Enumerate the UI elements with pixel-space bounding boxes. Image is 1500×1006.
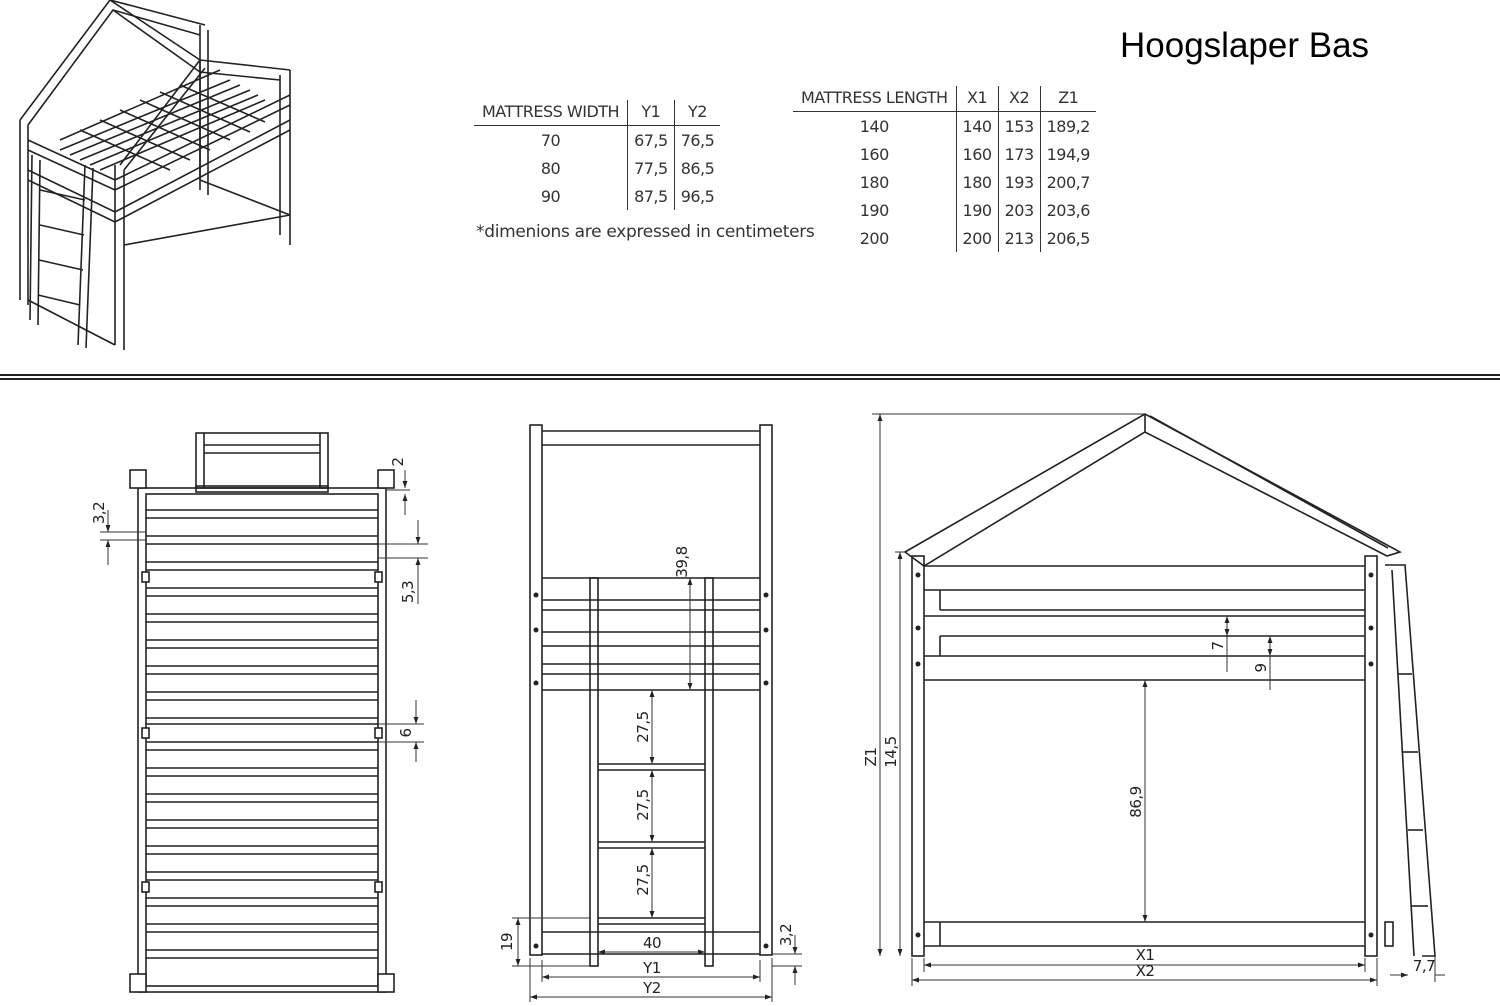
dim-slat-width: 5,3 [399, 580, 417, 604]
cell: 180 [859, 172, 889, 192]
cell: 76,5 [674, 126, 720, 155]
cell: 200 [956, 224, 998, 252]
cell: 203,6 [1040, 196, 1096, 224]
cell: 96,5 [674, 182, 720, 210]
dim-rail-a: 7 [1209, 641, 1227, 651]
header-mattress-length: MATTRESS LENGTH [793, 86, 956, 112]
header-x1: X1 [956, 86, 998, 112]
cell: 160 [859, 144, 889, 164]
cell: 190 [859, 200, 889, 220]
top-view [90, 433, 428, 992]
dim-clearance: 86,9 [1127, 786, 1145, 818]
isometric-view [20, 0, 290, 350]
dim-y1: Y1 [643, 959, 661, 977]
cell: 173 [998, 140, 1040, 168]
cell: 203 [998, 196, 1040, 224]
cell: 140 [956, 112, 998, 141]
dim-foot: 3,2 [777, 923, 795, 947]
cell: 160 [956, 140, 998, 168]
header-mattress-width: MATTRESS WIDTH [474, 100, 628, 126]
cell: 194,9 [1040, 140, 1096, 168]
header-x2: X2 [998, 86, 1040, 112]
cell: 80 [540, 158, 561, 178]
dim-ladder-offset: 7,7 [1412, 957, 1436, 975]
dim-rung-3: 27,5 [634, 864, 652, 896]
dim-x1: X1 [1135, 946, 1155, 964]
dim-mid-rail: 6 [397, 728, 415, 738]
cell: 189,2 [1040, 112, 1096, 141]
dim-y2: Y2 [643, 979, 661, 997]
cell: 90 [540, 186, 561, 206]
dim-rung-2: 27,5 [634, 789, 652, 821]
dim-z1: Z1 [862, 747, 880, 767]
dim-rail-b: 9 [1252, 663, 1270, 673]
header-y1: Y1 [628, 100, 675, 126]
cell: 67,5 [628, 126, 675, 155]
cell: 70 [540, 130, 561, 150]
cell: 190 [956, 196, 998, 224]
header-y2: Y2 [674, 100, 720, 126]
dim-rung-1: 27,5 [634, 711, 652, 743]
header-z1: Z1 [1040, 86, 1096, 112]
cell: 140 [859, 116, 889, 136]
units-note: *dimenions are expressed in centimeters [476, 222, 815, 242]
cell: 180 [956, 168, 998, 196]
cell: 86,5 [674, 154, 720, 182]
dim-rail: 2 [389, 457, 407, 467]
dim-ladder-width: 40 [642, 934, 662, 952]
cell: 153 [998, 112, 1040, 141]
page-title: Hoogslaper Bas [1120, 26, 1370, 65]
cell: 206,5 [1040, 224, 1096, 252]
dim-bottom: 19 [498, 932, 516, 952]
cell: 200,7 [1040, 168, 1096, 196]
cell: 87,5 [628, 182, 675, 210]
cell: 193 [998, 168, 1040, 196]
side-view [862, 414, 1445, 986]
cell: 77,5 [628, 154, 675, 182]
front-view [498, 425, 802, 1002]
dim-upper: 39,8 [673, 546, 691, 578]
dim-slat-gap: 3,2 [90, 501, 108, 525]
dim-x2: X2 [1135, 962, 1155, 980]
cell: 213 [998, 224, 1040, 252]
cell: 200 [859, 228, 889, 248]
dim-height: 14,5 [882, 736, 900, 768]
